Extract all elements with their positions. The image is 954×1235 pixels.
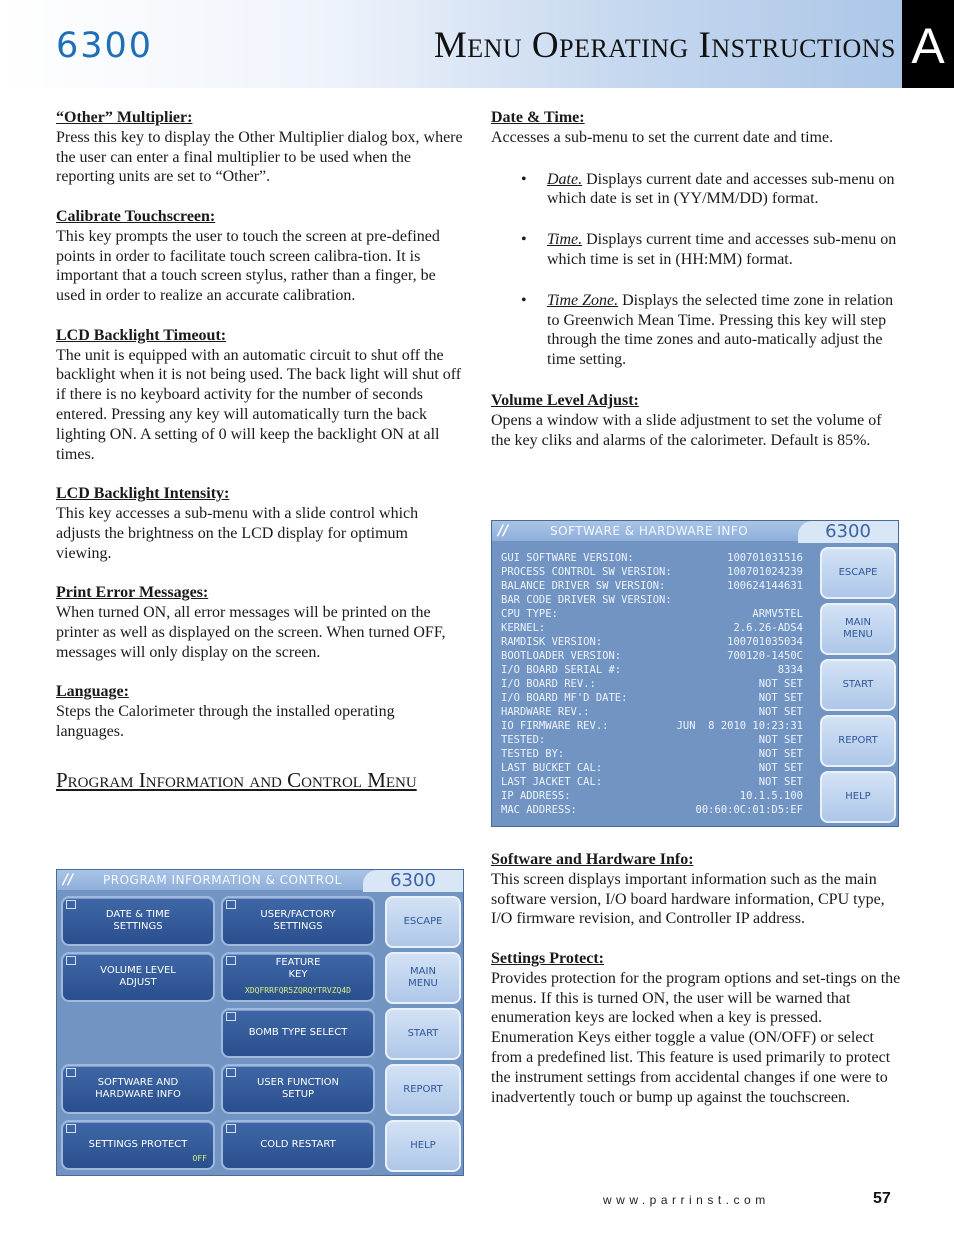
info-row [501, 691, 803, 705]
section-body: Press this key to display the Other Multiplier dialog box, where the user can enter a final multiplier to be used when the reporting units are set to “Other”. [56, 128, 463, 186]
section-heading: Date & Time: [491, 109, 585, 126]
info-value: 100701035034 [727, 636, 803, 648]
button-label: USER FUNCTION SETUP [256, 1077, 340, 1100]
program-section-heading: Program Information and Control Menu [56, 767, 417, 792]
section-body: This key accesses a sub-menu with a slide control which adjusts the brightness on the LCD display for optimum viewing. [56, 504, 419, 562]
section-body: When turned ON, all error messages will be printed on the printer as well as displayed on the screen. When turned OFF, messages will only display on the screen. [56, 603, 446, 661]
info-row [501, 593, 803, 607]
parr-logo-icon: // [498, 523, 509, 539]
info-label: TESTED: [501, 734, 546, 746]
info-label: IP ADDRESS: [501, 790, 571, 802]
button-label: BOMB TYPE SELECT [248, 1027, 348, 1038]
button-label: MAIN MENU [408, 966, 438, 989]
button-label: SETTINGS PROTECT [88, 1139, 188, 1150]
section-heading: Calibrate Touchscreen: [56, 207, 216, 225]
info-row [501, 621, 803, 635]
submenu-icon [66, 1124, 76, 1133]
side-button[interactable] [385, 1064, 461, 1116]
submenu-icon [226, 1068, 236, 1077]
text-section [56, 108, 464, 187]
info-value: 700120-1450C [727, 650, 803, 662]
info-label: PROCESS CONTROL SW VERSION: [501, 566, 672, 578]
text-section [56, 484, 464, 563]
submenu-icon [226, 1012, 236, 1021]
info-row [501, 789, 803, 803]
info-label: LAST BUCKET CAL: [501, 762, 603, 774]
section-heading: Software and Hardware Info: [491, 851, 694, 868]
info-row [501, 761, 803, 775]
bullet-icon: • [521, 170, 527, 188]
screen-title: SOFTWARE & HARDWARE INFO [550, 524, 749, 538]
info-label: I/O BOARD SERIAL #: [501, 664, 622, 676]
info-value: ARMV5TEL [752, 608, 803, 620]
button-label: COLD RESTART [260, 1139, 336, 1150]
info-label: GUI SOFTWARE VERSION: [501, 552, 634, 564]
bullet-term: Date. [547, 170, 583, 188]
text-section [56, 682, 464, 741]
submenu-icon [226, 1124, 236, 1133]
button-label: ESCAPE [403, 916, 443, 927]
info-value: 8334 [777, 664, 803, 676]
date-time-bullets [491, 170, 901, 370]
menu-button[interactable] [221, 1008, 375, 1058]
section-heading: LCD Backlight Intensity: [56, 485, 230, 503]
info-row [501, 733, 803, 747]
button-label: REPORT [403, 1084, 443, 1095]
menu-button[interactable] [61, 896, 215, 946]
section-body: Steps the Calorimeter through the installed operating languages. [56, 702, 395, 740]
right-column [491, 108, 901, 470]
button-label: USER/FACTORY SETTINGS [260, 909, 336, 932]
menu-button[interactable] [221, 1120, 375, 1170]
bullet-text: Displays the selected time zone in relation to Greenwich Mean Time. Pressing this key will step through the time zones and auto-matically adjust the time setting. [547, 291, 894, 369]
date-time-section [491, 108, 901, 148]
bullet-term: Time Zone. [547, 291, 619, 309]
info-value: 100701024239 [727, 566, 803, 578]
menu-button[interactable] [61, 1120, 215, 1170]
info-row [501, 747, 803, 761]
info-value: 2.6.26-ADS4 [733, 622, 803, 634]
button-label: START [842, 679, 874, 690]
info-value: NOT SET [758, 762, 803, 774]
button-label: REPORT [838, 735, 878, 746]
button-label: DATE & TIME SETTINGS [105, 909, 171, 932]
text-section [491, 850, 901, 929]
info-row [501, 579, 803, 593]
section-body: Opens a window with a slide adjustment to set the volume of the key cliks and alarms of the calorimeter. Default is 85%. [491, 411, 882, 449]
menu-button[interactable] [61, 1064, 215, 1114]
page-header [0, 0, 954, 88]
side-button[interactable] [820, 603, 896, 655]
button-label: HELP [410, 1140, 436, 1151]
section-body: The unit is equipped with an automatic circuit to shut off the backlight when it is not being used. The back light will shut off if there is no keyboard activity for the number of seconds entered. Pressing any key will automatically turn the back lighting ON. A setting of 0 will keep the backlight ON at all times. [56, 346, 462, 463]
text-section [56, 207, 464, 306]
model-number: 6300 [56, 26, 154, 66]
page-number: 57 [873, 1190, 891, 1207]
footer-url: www.parrinst.com [603, 1193, 770, 1207]
info-value: NOT SET [758, 678, 803, 690]
menu-button[interactable] [221, 952, 375, 1002]
info-row [501, 649, 803, 663]
section-heading: “Other” Multiplier: [56, 109, 193, 126]
info-label: IO FIRMWARE REV.: [501, 720, 609, 732]
side-button[interactable] [385, 1120, 461, 1172]
section-heading: Print Error Messages: [56, 584, 209, 602]
screen-model: 6300 [363, 870, 463, 892]
info-label: I/O BOARD REV.: [501, 678, 596, 690]
info-label: LAST JACKET CAL: [501, 776, 603, 788]
submenu-icon [226, 900, 236, 909]
side-button[interactable] [385, 952, 461, 1004]
screen-model: 6300 [798, 521, 898, 543]
bullet-text: Displays current time and accesses sub-menu on which time is set in (HH:MM) format. [547, 231, 897, 268]
info-label: KERNEL: [501, 622, 546, 634]
info-row [501, 677, 803, 691]
info-row [501, 663, 803, 677]
info-row [501, 775, 803, 789]
section-body: Accesses a sub-menu to set the current date and time. [491, 128, 834, 146]
info-label: CPU TYPE: [501, 608, 558, 620]
side-button[interactable] [820, 715, 896, 767]
info-row [501, 705, 803, 719]
submenu-icon [66, 1068, 76, 1077]
info-value: 00:60:0C:01:D5:EF [695, 804, 803, 816]
submenu-icon [66, 900, 76, 909]
info-label: MAC ADDRESS: [501, 804, 577, 816]
menu-button[interactable] [221, 1064, 375, 1114]
left-column [56, 108, 464, 795]
button-label: FEATURE KEY [275, 957, 321, 980]
info-value: 100701031516 [727, 552, 803, 564]
section-heading: Volume Level Adjust: [491, 391, 639, 409]
button-label: SOFTWARE AND HARDWARE INFO [95, 1077, 181, 1100]
volume-section [491, 391, 901, 450]
bullet-item [491, 170, 901, 210]
info-label: BAR CODE DRIVER SW VERSION: [501, 594, 672, 606]
info-label: BALANCE DRIVER SW VERSION: [501, 580, 666, 592]
section-heading: LCD Backlight Timeout: [56, 326, 227, 344]
side-button[interactable] [820, 547, 896, 599]
info-value: NOT SET [758, 748, 803, 760]
text-section [56, 583, 464, 662]
button-label: HELP [845, 791, 871, 802]
side-button[interactable] [820, 659, 896, 711]
info-row [501, 803, 803, 817]
info-value: NOT SET [758, 734, 803, 746]
software-info-screenshot [491, 520, 899, 827]
button-label: VOLUME LEVEL ADJUST [100, 965, 176, 988]
text-section [491, 949, 901, 1107]
side-button[interactable] [385, 896, 461, 948]
info-value: NOT SET [758, 706, 803, 718]
bullet-icon: • [521, 231, 527, 249]
bullet-item [491, 230, 901, 270]
button-label: ESCAPE [838, 567, 878, 578]
info-value: 100624144631 [727, 580, 803, 592]
button-value: XDQFRRFQR5ZQRQYTRVZQ4D [245, 986, 351, 995]
submenu-icon [66, 956, 76, 965]
right-bottom-sections [491, 850, 901, 1127]
info-label: RAMDISK VERSION: [501, 636, 603, 648]
program-info-screenshot [56, 869, 464, 1176]
info-row [501, 607, 803, 621]
info-label: BOOTLOADER VERSION: [501, 650, 622, 662]
submenu-icon [226, 956, 236, 965]
screen-title: PROGRAM INFORMATION & CONTROL [103, 873, 342, 887]
bullet-icon: • [521, 291, 527, 309]
button-value: OFF [192, 1154, 207, 1163]
info-value: 10.1.5.100 [739, 790, 803, 802]
info-row [501, 551, 803, 565]
info-value: NOT SET [758, 776, 803, 788]
section-body: Provides protection for the program options and set-tings on the menus. If this is turned ON, the user will be warned that enumeration keys are locked when a key is pressed. Enumeration Keys either toggle a value (ON/OFF) or select from a predefined list. This feature is used primarily to protect the instrument settings from accidental changes if one were to inadvertently touch or bump up against the touchscreen. [491, 969, 901, 1106]
button-label: START [407, 1028, 439, 1039]
info-label: I/O BOARD MF'D DATE: [501, 692, 628, 704]
info-list [501, 551, 803, 817]
left-sections [56, 108, 464, 742]
bullet-item [491, 291, 901, 370]
section-body: This key prompts the user to touch the screen at pre-defined points in order to facilitate touch screen calibra-tion. It is important that a touch screen stylus, rather than a finger, be used in order to realize an accurate calibration. [56, 227, 440, 305]
info-value: NOT SET [758, 692, 803, 704]
info-value: JUN 8 2010 10:23:31 [676, 720, 803, 732]
menu-button[interactable] [221, 896, 375, 946]
bullet-text: Displays current date and accesses sub-menu on which date is set in (YY/MM/DD) format. [547, 170, 895, 208]
appendix-tab: A [902, 0, 954, 88]
section-body: This screen displays important information such as the main software version, I/O board hardware information, CPU type, I/O firmware revision, and Controller IP address. [491, 870, 885, 928]
info-label: TESTED BY: [501, 748, 565, 760]
info-row [501, 565, 803, 579]
side-button[interactable] [820, 771, 896, 823]
side-button[interactable] [385, 1008, 461, 1060]
page-title: Menu Operating Instructions [433, 25, 896, 66]
info-label: HARDWARE REV.: [501, 706, 590, 718]
bullet-term: Time. [547, 231, 583, 249]
text-section [56, 326, 464, 465]
section-heading: Settings Protect: [491, 949, 604, 967]
info-row [501, 635, 803, 649]
section-heading: Language: [56, 683, 129, 701]
info-row [501, 719, 803, 733]
parr-logo-icon: // [63, 872, 74, 888]
menu-button[interactable] [61, 952, 215, 1002]
button-label: MAIN MENU [843, 617, 873, 640]
